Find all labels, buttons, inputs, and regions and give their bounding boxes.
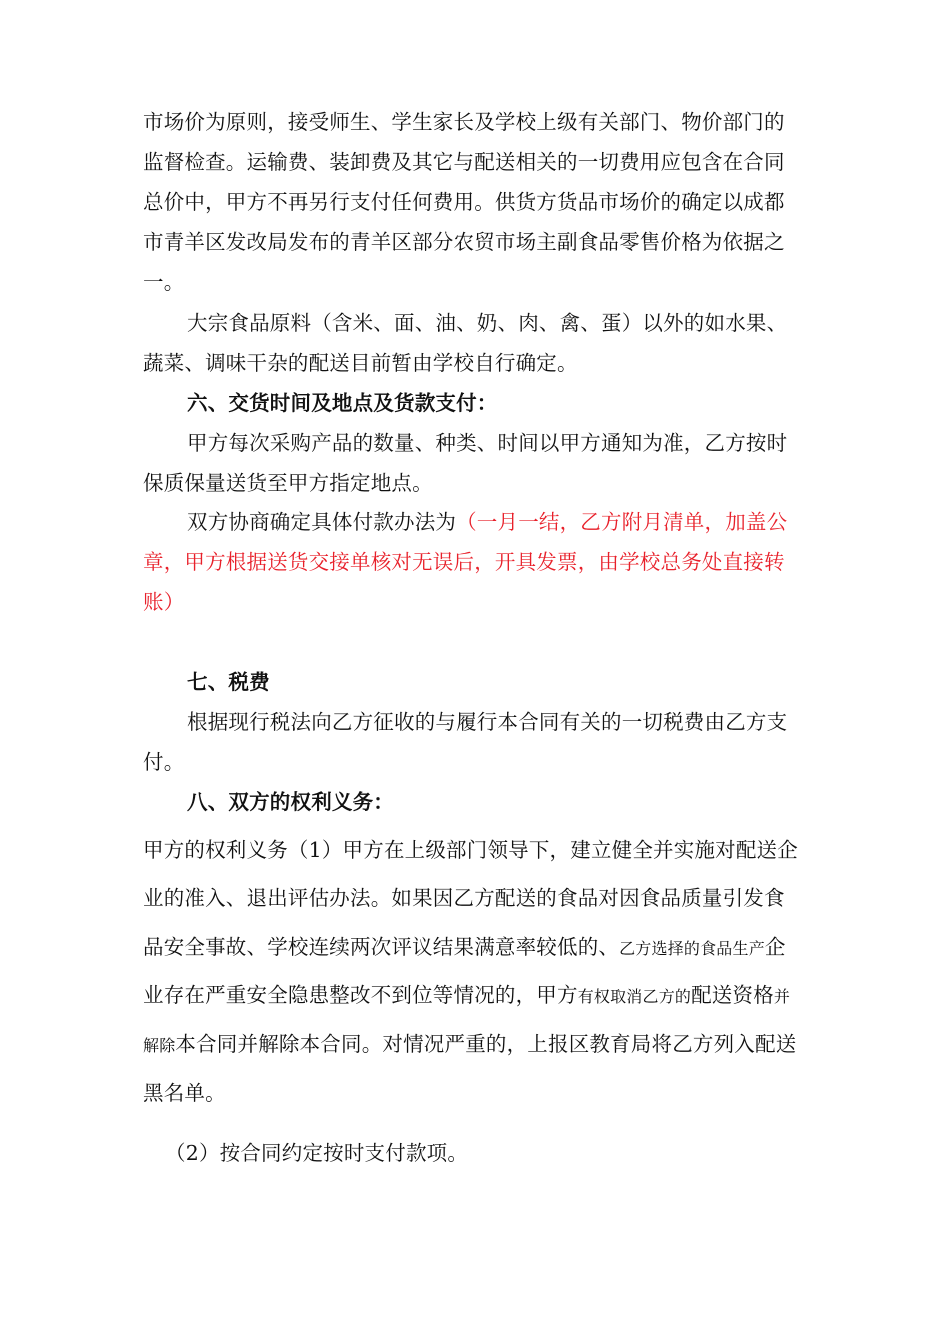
body-text-line (143, 983, 823, 1009)
body-text-line (143, 935, 823, 961)
payment-terms-highlight: 章，甲方根据送货交接单核对无误后，开具发票，由学校总务处直接转 (143, 550, 785, 574)
section-heading-7: 七、税费 (187, 670, 270, 694)
body-text-span: 品安全事故、学校连续两次评议结果满意率较低的、 (143, 935, 620, 959)
section-heading-6: 六、交货时间及地点及货款支付： (187, 391, 498, 415)
payment-terms-highlight: （一月一结，乙方附月清单，加盖公 (456, 510, 788, 534)
body-text-span-small: 有权取消乙方的 (577, 987, 692, 1006)
body-text-line: 市场价为原则，接受师生、学生家长及学校上级有关部门、物价部门的 (143, 110, 785, 134)
body-text-span: 本合同并解除本合同。对情况严重的，上报区教育局将乙方列入配送 (175, 1032, 797, 1056)
body-text-span-small: 并 (773, 987, 791, 1006)
body-text-line (143, 1032, 823, 1058)
body-text-line: 大宗食品原料（含米、面、油、奶、肉、禽、蛋）以外的如水果、 (187, 311, 788, 335)
body-text-line: 市青羊区发改局发布的青羊区部分农贸市场主副食品零售价格为依据之 (143, 230, 785, 254)
body-text-line: 付。 (143, 750, 185, 774)
payment-terms-highlight: 账） (143, 590, 185, 614)
body-text-span: 配送资格 (691, 983, 774, 1007)
body-text-line: （2）按合同约定按时支付款项。 (165, 1141, 469, 1165)
body-text-span-small: 乙方选择的食品生产 (619, 939, 765, 958)
payment-terms-line (187, 510, 867, 534)
body-text-line: 根据现行税法向乙方征收的与履行本合同有关的一切税费由乙方支 (187, 710, 788, 734)
body-text-span: 业存在严重安全隐患整改不到位等情况的，甲方 (143, 983, 578, 1007)
body-text-line: 一。 (143, 270, 185, 294)
body-text-line: 业的准入、退出评估办法。如果因乙方配送的食品对因食品质量引发食 (143, 886, 785, 910)
body-text-span-small: 解除 (143, 1036, 176, 1055)
payment-terms-prefix: 双方协商确定具体付款办法为 (187, 510, 457, 534)
body-text-line: 甲方每次采购产品的数量、种类、时间以甲方通知为准，乙方按时 (187, 431, 788, 455)
section-heading-8: 八、双方的权利义务： (187, 790, 394, 814)
body-text-line: 蔬菜、调味干杂的配送目前暂由学校自行确定。 (143, 351, 578, 375)
body-text-line: 保质保量送货至甲方指定地点。 (143, 471, 433, 495)
body-text-line: 监督检查。运输费、装卸费及其它与配送相关的一切费用应包含在合同 (143, 150, 785, 174)
body-text-span: 企 (764, 935, 786, 959)
body-text-line: 甲方的权利义务（1）甲方在上级部门领导下，建立健全并实施对配送企 (143, 838, 798, 862)
body-text-line: 黑名单。 (143, 1081, 226, 1105)
body-text-line: 总价中，甲方不再另行支付任何费用。供货方货品市场价的确定以成都 (143, 190, 785, 214)
